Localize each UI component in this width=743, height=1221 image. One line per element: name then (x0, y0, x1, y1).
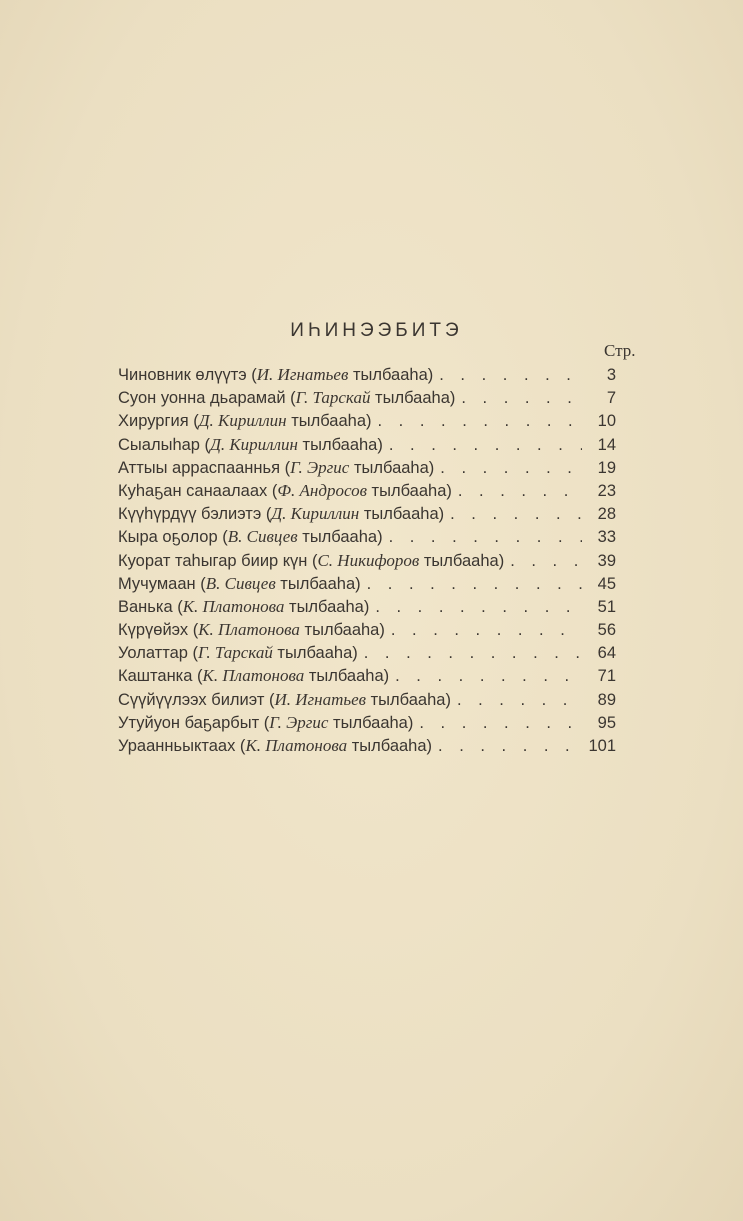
entry-page-number: 7 (606, 389, 616, 408)
entry-title: Сыалыһар (118, 435, 200, 454)
entry-title: Аттыы арраспааннья (118, 458, 281, 477)
entry-translator-suffix: тылбааһа (363, 505, 439, 524)
leader-dots (364, 644, 582, 663)
toc-entry (118, 736, 616, 759)
entry-author: И. Игнатьев (274, 689, 367, 709)
entry-text: Кыра оҕолор (В. Сивцев тылбааһа) (118, 527, 383, 547)
leader-dots (461, 389, 582, 408)
toc-entry (118, 574, 616, 597)
entry-text: Каштанка (К. Платонова тылбааһа) (118, 666, 390, 686)
entry-text: Күүһүрдүү бэлиэтэ (Д. Кириллин тылбааһа) (118, 504, 445, 524)
toc-entry (118, 504, 616, 527)
entry-page-number: 3 (606, 366, 616, 384)
entry-title: Утуйуон баҕарбыт (118, 713, 260, 732)
toc-entry (118, 481, 616, 504)
entry-text: Утуйуон баҕарбыт (Г. Эргис тылбааһа) (118, 712, 414, 732)
entry-text: Сыалыһар (Д. Кириллин тылбааһа) (118, 434, 383, 454)
leader-dots (391, 621, 582, 640)
entry-title: Куһаҕан санаалаах (118, 481, 268, 500)
toc-entry (118, 527, 616, 550)
entry-translator-suffix: тылбааһа (291, 412, 367, 431)
toc-entry (118, 458, 616, 481)
entry-translator-suffix: тылбааһа (302, 435, 378, 454)
entry-page-number: 101 (588, 737, 616, 755)
entry-text: Аттыы арраспааннья (Г. Эргис тылбааһа) (118, 457, 435, 477)
entry-text: Мучумаан (В. Сивцев тылбааһа) (118, 573, 361, 593)
toc-entry (118, 643, 616, 666)
entry-translator-suffix: тылбааһа (289, 597, 364, 616)
leader-dots (438, 737, 582, 756)
entry-text: Күрүөйэх (К. Платонова тылбааһа) (118, 620, 385, 640)
leader-dots (439, 366, 582, 385)
entry-page-number: 71 (597, 667, 616, 686)
entry-text: Уолаттар (Г. Тарскай тылбааһа) (118, 643, 358, 663)
entry-translator-suffix: тылбааһа (370, 690, 446, 709)
entry-title: Ураанньыктаах (118, 737, 236, 755)
entry-title: Күрүөйэх (118, 621, 189, 640)
entry-title: Мучумаан (118, 574, 196, 593)
entry-translator-suffix: тылбааһа (371, 481, 447, 500)
toc-entry (118, 690, 616, 713)
entry-title: Чиновник өлүүтэ (118, 366, 247, 384)
entry-title: Каштанка (118, 667, 193, 686)
entry-page-number: 39 (597, 551, 616, 570)
table-of-contents (118, 365, 616, 759)
entry-author: Г. Эргис (290, 457, 350, 477)
entry-title: Суон уонна дьарамай (118, 389, 286, 408)
entry-title: Күүһүрдүү бэлиэтэ (118, 505, 262, 524)
entry-title: Хирургия (118, 412, 189, 431)
entry-text: Хирургия (Д. Кириллин тылбааһа) (118, 411, 372, 431)
entry-translator-suffix: тылбааһа (375, 389, 450, 408)
entry-title: Кыра оҕолор (118, 528, 218, 547)
entry-translator-suffix: тылбааһа (351, 737, 427, 755)
leader-dots (440, 459, 582, 478)
entry-page-number: 89 (597, 690, 616, 709)
entry-page-number: 28 (597, 505, 616, 524)
entry-page-number: 51 (597, 597, 616, 616)
entry-page-number: 14 (597, 435, 616, 454)
entry-author: К. Платонова (198, 620, 300, 640)
entry-author: Ф. Андросов (277, 480, 367, 500)
entry-author: Г. Тарскай (198, 643, 273, 663)
entry-translator-suffix: тылбааһа (277, 644, 353, 663)
entry-translator-suffix: тылбааһа (352, 366, 428, 384)
entry-translator-suffix: тылбааһа (333, 713, 408, 732)
entry-author: К. Платонова (182, 596, 285, 616)
entry-author: В. Сивцев (227, 527, 298, 547)
entry-page-number: 33 (597, 528, 616, 547)
entry-page-number: 64 (597, 644, 616, 663)
entry-page-number: 95 (597, 713, 616, 732)
leader-dots (510, 552, 582, 571)
entry-translator-suffix: тылбааһа (304, 621, 380, 640)
entry-text: Ванька (К. Платонова тылбааһа) (118, 596, 370, 616)
entry-translator-suffix: тылбааһа (302, 528, 378, 547)
entry-author: К. Платонова (202, 666, 305, 686)
entry-author: И. Игнатьев (256, 365, 349, 384)
toc-entry (118, 551, 616, 574)
entry-title: Уолаттар (118, 644, 188, 663)
entry-page-number: 19 (597, 458, 616, 477)
leader-dots (457, 691, 582, 710)
toc-entry (118, 597, 616, 620)
entry-page-number: 45 (597, 574, 616, 593)
entry-translator-suffix: тылбааһа (423, 551, 499, 570)
leader-dots (419, 714, 582, 733)
entry-author: Д. Кириллин (210, 434, 298, 454)
leader-dots (378, 412, 582, 431)
entry-page-number: 56 (597, 621, 616, 640)
leader-dots (389, 528, 582, 547)
entry-translator-suffix: тылбааһа (280, 574, 356, 593)
page-title: ИҺИНЭЭБИТЭ (290, 320, 463, 341)
entry-author: К. Платонова (245, 736, 348, 755)
entry-text: Сүүйүүлээх билиэт (И. Игнатьев тылбааһа) (118, 689, 451, 709)
leader-dots (367, 575, 582, 594)
entry-page-number: 23 (597, 481, 616, 500)
toc-entry (118, 365, 616, 388)
entry-translator-suffix: тылбааһа (308, 667, 384, 686)
leader-dots (458, 482, 582, 501)
entry-text: Суон уонна дьарамай (Г. Тарскай тылбааһа) (118, 388, 456, 408)
entry-author: Г. Эргис (269, 712, 329, 732)
leader-dots (395, 667, 582, 686)
page-column-label: Стр. (604, 341, 636, 360)
entry-title: Ванька (118, 597, 173, 616)
entry-author: С. Никифоров (317, 550, 420, 570)
entry-translator-suffix: тылбааһа (353, 458, 429, 477)
leader-dots (450, 505, 582, 524)
toc-entry (118, 411, 616, 434)
toc-entry (118, 388, 616, 411)
entry-text: Куорат таһыгар биир күн (С. Никифоров тылбааһа) (118, 550, 505, 570)
entry-page-number: 10 (597, 412, 616, 431)
entry-text: Чиновник өлүүтэ (И. Игнатьев тылбааһа) (118, 365, 434, 384)
entry-author: Г. Тарскай (295, 388, 371, 408)
entry-text: Куһаҕан санаалаах (Ф. Андросов тылбааһа) (118, 480, 452, 500)
entry-title: Куорат таһыгар биир күн (118, 551, 308, 570)
toc-entry (118, 620, 616, 643)
toc-entry (118, 435, 616, 458)
leader-dots (375, 598, 582, 617)
entry-author: В. Сивцев (205, 573, 276, 593)
entry-author: Д. Кириллин (198, 411, 287, 431)
entry-title: Сүүйүүлээх билиэт (118, 690, 265, 709)
entry-author: Д. Кириллин (271, 504, 360, 524)
toc-entry (118, 666, 616, 689)
leader-dots (389, 436, 582, 455)
toc-entry (118, 713, 616, 736)
entry-text: Ураанньыктаах (К. Платонова тылбааһа) (118, 736, 433, 755)
